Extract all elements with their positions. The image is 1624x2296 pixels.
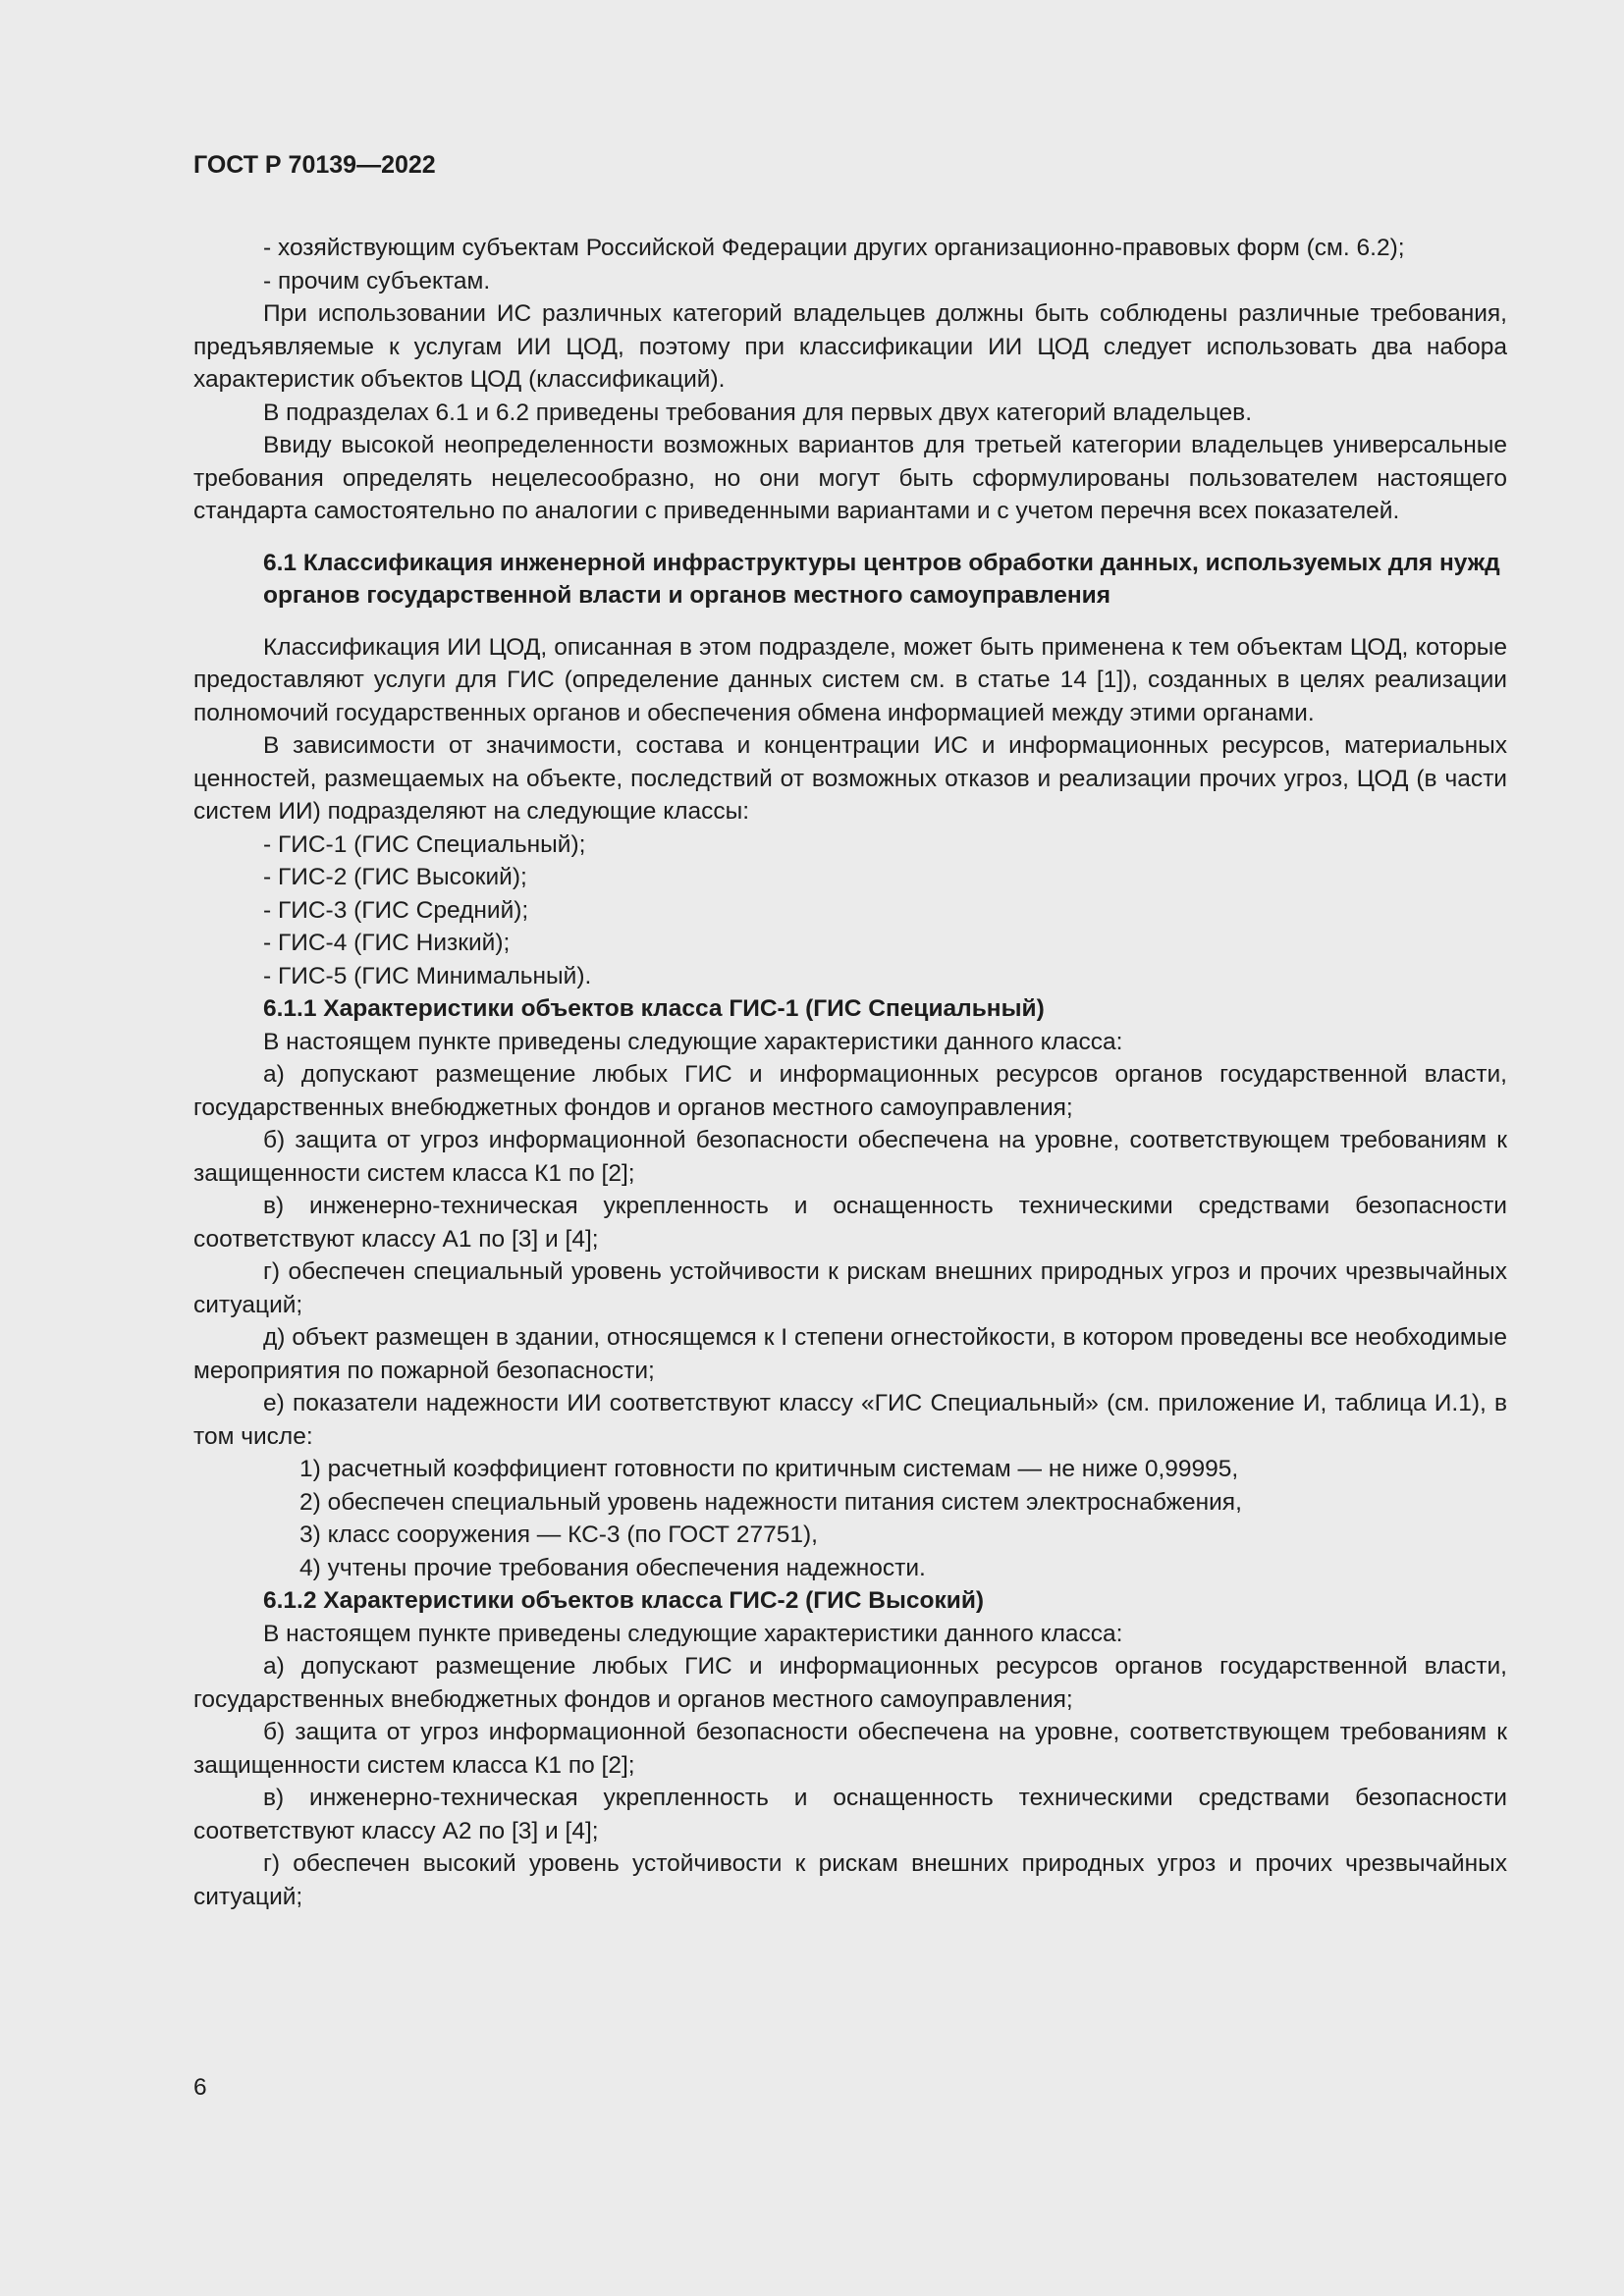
section-paragraph: Классификация ИИ ЦОД, описанная в этом подразделе, может быть применена к тем объектам ЦОД, которые предоставляют услуги для ГИС (определение данных систем см. в статье 14 [1]), созданных в целях реализации полномочий государственных органов и обеспечения обмена информацией между этими органами.	[193, 633, 1507, 726]
class-list-item: - ГИС-2 (ГИС Высокий);	[263, 864, 527, 890]
characteristic-item: в) инженерно-техническая укрепленность и оснащенность техническими средствами безопасности соответствуют классу А2 по [3] и [4];	[193, 1785, 1507, 1844]
characteristic-item: е) показатели надежности ИИ соответствуют классу «ГИС Специальный» (см. приложение И, таблица И.1), в том числе:	[193, 1390, 1507, 1450]
characteristic-item: д) объект размещен в здании, относящемся к I степени огнестойкости, в котором проведены все необходимые мероприятия по пожарной безопасности;	[193, 1324, 1507, 1384]
intro-paragraph: Ввиду высокой неопределенности возможных вариантов для третьей категории владельцев универсальные требования определять нецелесообразно, но они могут быть сформулированы пользователем настоящего стандарта самостоятельно по аналогии с приведенными вариантами и с учетом перечня всех показателей.	[193, 432, 1507, 524]
subsection-intro: В настоящем пункте приведены следующие характеристики данного класса:	[263, 1620, 1123, 1647]
section-paragraph: В зависимости от значимости, состава и концентрации ИС и информационных ресурсов, материальных ценностей, размещаемых на объекте, последствий от возможных отказов и реализации прочих угроз, ЦОД (в части систем ИИ) подразделяют на следующие классы:	[193, 732, 1507, 825]
class-list-item: - ГИС-4 (ГИС Низкий);	[263, 930, 511, 956]
numbered-subitem: 4) учтены прочие требования обеспечения надежности.	[299, 1554, 926, 1581]
characteristic-item: б) защита от угроз информационной безопасности обеспечена на уровне, соответствующем требованиям к защищенности систем класса К1 по [2];	[193, 1127, 1507, 1187]
intro-paragraph: При использовании ИС различных категорий владельцев должны быть соблюдены различные требования, предъявляемые к услугам ИИ ЦОД, поэтому при классификации ИИ ЦОД следует использовать два набора характеристик объектов ЦОД (классификаций).	[193, 300, 1507, 393]
intro-paragraph: В подразделах 6.1 и 6.2 приведены требования для первых двух категорий владельцев.	[263, 399, 1253, 426]
characteristic-item: г) обеспечен специальный уровень устойчивости к рискам внешних природных угроз и прочих чрезвычайных ситуаций;	[193, 1258, 1507, 1318]
characteristic-item: а) допускают размещение любых ГИС и информационных ресурсов органов государственной власти, государственных внебюджетных фондов и органов местного самоуправления;	[193, 1653, 1507, 1713]
intro-paragraph: - хозяйствующим субъектам Российской Федерации других организационно-правовых форм (см. 6.2);	[263, 235, 1405, 261]
page-number: 6	[193, 2074, 207, 2101]
characteristic-item: б) защита от угроз информационной безопасности обеспечена на уровне, соответствующем требованиям к защищенности систем класса К1 по [2];	[193, 1719, 1507, 1779]
numbered-subitem: 1) расчетный коэффициент готовности по критичным системам — не ниже 0,99995,	[299, 1456, 1239, 1482]
class-list-item: - ГИС-3 (ГИС Средний);	[263, 896, 529, 924]
intro-paragraph: - прочим субъектам.	[263, 267, 491, 294]
document-header-title: ГОСТ Р 70139—2022	[193, 151, 436, 179]
subsection-intro: В настоящем пункте приведены следующие характеристики данного класса:	[263, 1028, 1123, 1055]
section-6-1-heading: 6.1 Классификация инженерной инфраструктуры центров обработки данных, используемых для нужд органов государственной власти и органов местного самоуправления	[263, 549, 1500, 609]
characteristic-item: а) допускают размещение любых ГИС и информационных ресурсов органов государственной власти, государственных внебюджетных фондов и органов местного самоуправления;	[193, 1061, 1507, 1121]
subsection-6-1-1-heading: 6.1.1 Характеристики объектов класса ГИС-1 (ГИС Специальный)	[263, 995, 1045, 1022]
characteristic-item: г) обеспечен высокий уровень устойчивости к рискам внешних природных угроз и прочих чрезвычайных ситуаций;	[193, 1850, 1507, 1910]
characteristic-item: в) инженерно-техническая укрепленность и оснащенность техническими средствами безопасности соответствуют классу А1 по [3] и [4];	[193, 1193, 1507, 1253]
class-list-item: - ГИС-5 (ГИС Минимальный).	[263, 962, 592, 989]
document-page	[193, 147, 1507, 1913]
class-list-item: - ГИС-1 (ГИС Специальный);	[263, 830, 586, 858]
subsection-6-1-2-heading: 6.1.2 Характеристики объектов класса ГИС-2 (ГИС Высокий)	[263, 1587, 985, 1614]
numbered-subitem: 3) класс сооружения — КС-3 (по ГОСТ 27751),	[299, 1522, 818, 1548]
numbered-subitem: 2) обеспечен специальный уровень надежности питания систем электроснабжения,	[299, 1488, 1242, 1516]
